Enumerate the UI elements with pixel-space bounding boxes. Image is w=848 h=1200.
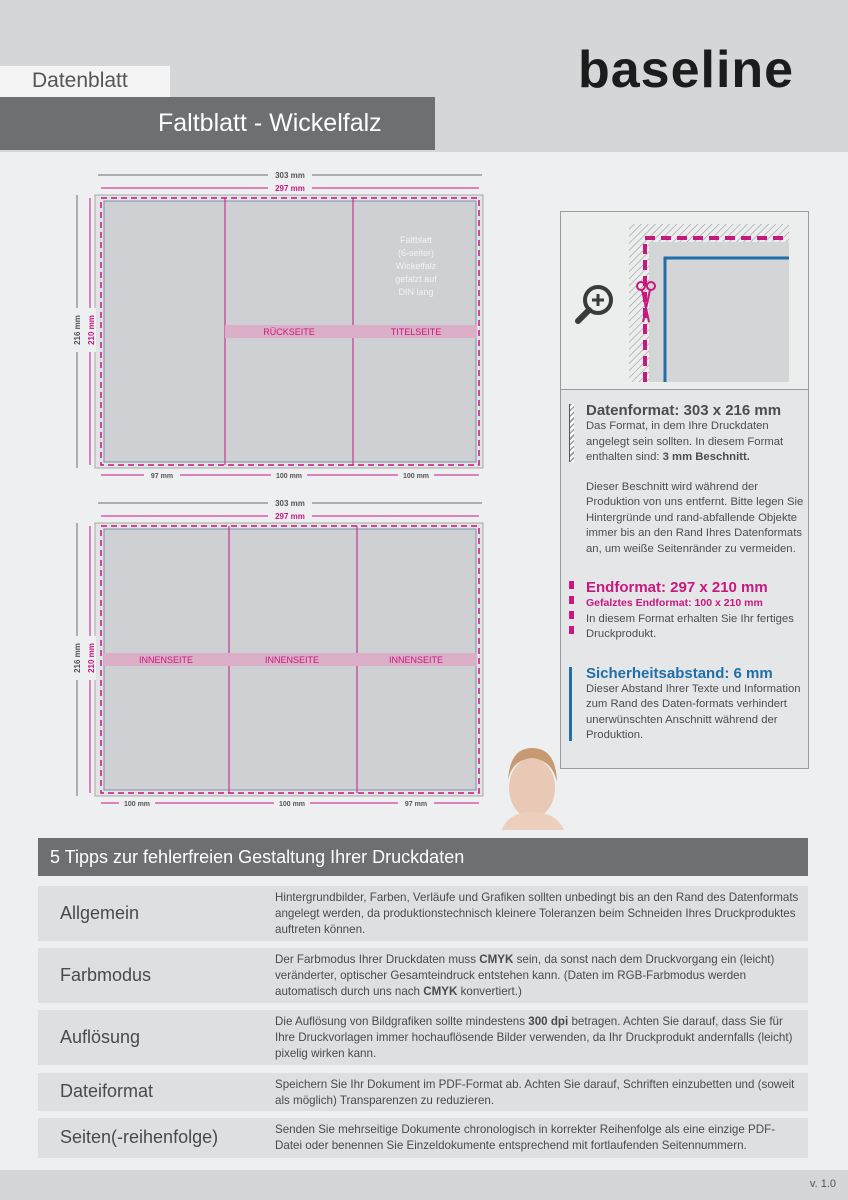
tip-text-segment: Hintergrundbilder, Farben, Verläufe und Grafiken sollten unbedingt bis an den Rand des Datenformats angelegt werden, da produktionstechnisch kleinere Toleranzen beim Schneiden Ihres Druckproduktes auftreten können. bbox=[275, 891, 799, 936]
panel-label: INNENSEITE bbox=[388, 655, 444, 665]
tip-text bbox=[275, 1014, 800, 1062]
model-photo bbox=[500, 748, 566, 830]
footer-band bbox=[0, 1170, 848, 1200]
tip-label: Auflösung bbox=[60, 1026, 141, 1047]
tip-text bbox=[275, 1077, 800, 1109]
sicherheit-text: Dieser Abstand Ihrer Texte und Information zum Rand des Daten-formats verhindert unerwünschten Anschnitt während der Produktion. bbox=[586, 682, 801, 741]
fold-note: Wickelfalz bbox=[395, 261, 437, 271]
panel-label: INNENSEITE bbox=[138, 655, 194, 665]
dimension-label: 297 mm bbox=[275, 184, 305, 193]
tip-text bbox=[275, 1122, 800, 1154]
tip-text-segment: Der Farbmodus Ihrer Druckdaten muss bbox=[275, 953, 480, 966]
tip-text-segment: Die Auflösung von Bildgrafiken sollte mindestens bbox=[275, 1015, 529, 1028]
datenformat-text2: Dieser Beschnitt wird während der Produktion von uns entfernt. Bitte legen Sie Hintergründe und rand-abfallende Objekte immer bis an den Rand Ihres Datenformats an, um weiße Seitenränder zu vermeiden. bbox=[586, 480, 804, 555]
fold-note: DIN lang bbox=[398, 287, 434, 297]
panel-label: RÜCKSEITE bbox=[263, 327, 315, 337]
tip-text-segment: konvertiert.) bbox=[457, 985, 522, 998]
dimension-label: 210 mm bbox=[87, 643, 96, 673]
panel-width-label: 100 mm bbox=[278, 801, 306, 808]
panel-width-label: 100 mm bbox=[402, 473, 430, 480]
tip-label: Allgemein bbox=[60, 902, 140, 923]
diagram-inside bbox=[71, 498, 483, 808]
doc-type-label: Datenblatt bbox=[0, 66, 170, 97]
tip-text-segment: CMYK bbox=[423, 985, 458, 998]
endformat-section bbox=[586, 579, 804, 643]
version-label: v. 1.0 bbox=[809, 1178, 836, 1190]
info-text-column bbox=[586, 402, 804, 744]
sicherheit-section bbox=[586, 665, 804, 744]
fold-note: gefalzt auf bbox=[395, 274, 437, 284]
fold-note: Faltblatt bbox=[399, 235, 433, 245]
dimension-label: 216 mm bbox=[73, 643, 82, 673]
dimension-label: 216 mm bbox=[73, 315, 82, 345]
tip-label: Dateiformat bbox=[60, 1081, 154, 1101]
tip-label: Seiten(-reihenfolge) bbox=[60, 1127, 219, 1147]
tip-row bbox=[38, 948, 808, 1003]
datenformat-bold: 3 mm Beschnitt. bbox=[662, 451, 750, 463]
diagram-outside bbox=[71, 170, 483, 480]
endformat-title: Endformat: 297 x 210 mm bbox=[586, 579, 768, 596]
datenformat-title: Datenformat: 303 x 216 mm bbox=[586, 402, 782, 419]
format-info-panel bbox=[560, 211, 809, 769]
trim-marker-icon bbox=[569, 581, 574, 639]
tip-text bbox=[275, 890, 800, 938]
bleed-marker-icon bbox=[569, 404, 574, 462]
datenformat-section bbox=[586, 402, 804, 557]
dimension-label: 303 mm bbox=[275, 171, 305, 180]
tip-text-segment: Speichern Sie Ihr Dokument im PDF-Format ab. Achten Sie darauf, Schriften einzubetten und (soweit als möglich) Transparenzen zu reduzieren. bbox=[275, 1078, 795, 1107]
panel-label: INNENSEITE bbox=[264, 655, 320, 665]
dimension-label: 303 mm bbox=[275, 499, 305, 508]
bleed-illustration bbox=[561, 212, 808, 390]
tip-text-segment: 300 dpi bbox=[528, 1015, 569, 1028]
panel-width-label: 100 mm bbox=[123, 801, 151, 808]
endformat-subtitle: Gefalztes Endformat: 100 x 210 mm bbox=[586, 597, 763, 609]
dimension-label: 210 mm bbox=[87, 315, 96, 345]
panel-label: TITELSEITE bbox=[390, 327, 442, 337]
tip-row bbox=[38, 1118, 808, 1158]
tip-row bbox=[38, 1010, 808, 1065]
tip-text-segment: CMYK bbox=[479, 953, 514, 966]
tip-text bbox=[275, 952, 800, 1000]
sicherheit-title: Sicherheitsabstand: 6 mm bbox=[586, 664, 773, 682]
brand-logo: baseline bbox=[578, 41, 795, 99]
page-title: Faltblatt - Wickelfalz bbox=[0, 97, 435, 150]
tip-label: Farbmodus bbox=[60, 964, 152, 985]
tip-row bbox=[38, 1073, 808, 1111]
endformat-text: In diesem Format erhalten Sie Ihr fertiges Druckprodukt. bbox=[586, 612, 794, 640]
tip-text-segment: sein, da sonst nach dem Druckvorgang ein (leicht) veränderter, optischer Gesamteindruck entstehen kann. (Daten im RGB-Farbmodus werden automatisch durch uns nach bbox=[275, 953, 775, 998]
datenformat-text: Das Format, in dem Ihre Druckdaten angelegt sein sollten. In diesem Format enthalten sind: bbox=[586, 420, 784, 463]
tip-text-segment: Senden Sie mehrseitige Dokumente chronologisch in korrekter Reihenfolge als eine einzige PDF-Datei oder benennen Sie Einzeldokumente entsprechend mit fortlaufenden Seitennummern. bbox=[275, 1123, 776, 1152]
panel-width-label: 97 mm bbox=[404, 801, 428, 808]
panel-width-label: 100 mm bbox=[275, 473, 303, 480]
panel-width-label: 97 mm bbox=[150, 473, 174, 480]
tips-heading: 5 Tipps zur fehlerfreien Gestaltung Ihrer Druckdaten bbox=[38, 838, 808, 876]
safety-marker-icon bbox=[569, 667, 572, 741]
tip-text-segment: betragen. Achten Sie darauf, dass Sie für Ihre Druckvorlagen immer hochauflösende Bilder verwenden, da Ihr Druckprodukt andernfalls (leicht) pixelig wirken kann. bbox=[275, 1015, 793, 1060]
fold-note: (6-seiter) bbox=[397, 248, 435, 258]
dimension-label: 297 mm bbox=[275, 512, 305, 521]
tip-row bbox=[38, 886, 808, 941]
zoom-icon bbox=[578, 287, 611, 321]
